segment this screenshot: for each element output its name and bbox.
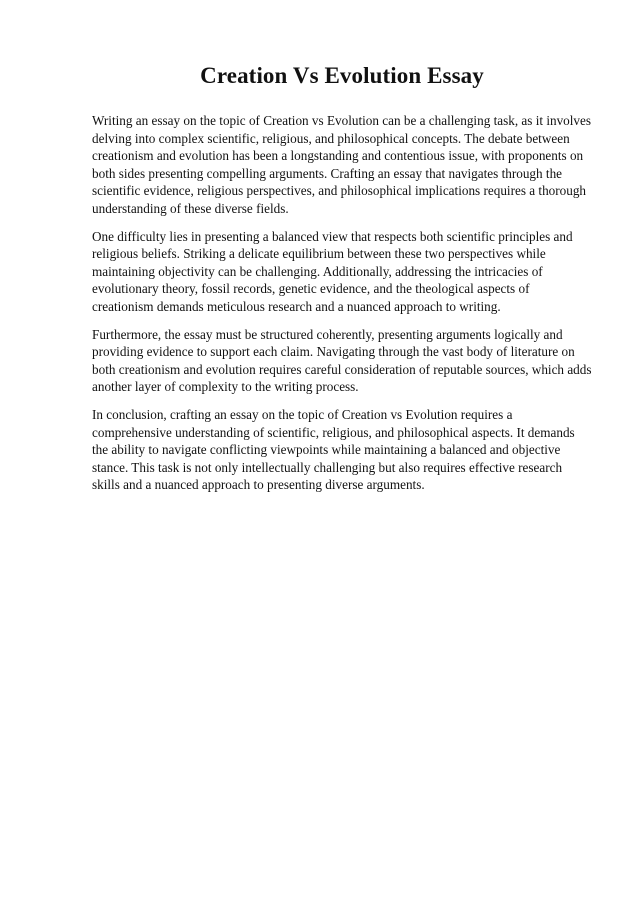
paragraph-2: One difficulty lies in presenting a balanced view that respects both scientific principles and religious beliefs. Striking a delicate equilibrium between these two perspectives while maintaining objectivity can be challenging. Additionally, addressing the intricacies of evolutionary theory, fossil records, genetic evidence, and the theological aspects of creationism demands meticulous research and a nuanced approach to writing.: [92, 228, 573, 314]
paragraph-4: In conclusion, crafting an essay on the topic of Creation vs Evolution requires a comprehensive understanding of scientific, religious, and philosophical aspects. It demands the ability to navigate conflicting viewpoints while maintaining a balanced and objective stance. This task is not only intellectually challenging but also requires effective research skills and a nuanced approach to presenting diverse arguments.: [92, 406, 575, 493]
paragraph-3: Furthermore, the essay must be structured coherently, presenting arguments logically and providing evidence to support each claim. Navigating through the vast body of literature on both creationism and evolution requires careful consideration of reputable sources, which adds another layer of complexity to the writing process.: [92, 326, 592, 395]
paragraph-1: Writing an essay on the topic of Creation vs Evolution can be a challenging task, as it involves delving into complex scientific, religious, and philosophical concepts. The debate between creationism and evolution has been a longstanding and contentious issue, with proponents on both sides presenting compelling arguments. Crafting an essay that navigates through the scientific evidence, religious perspectives, and philosophical implications requires a thorough understanding of these diverse fields.: [92, 113, 592, 216]
document-title: Creation Vs Evolution Essay: [200, 63, 484, 88]
